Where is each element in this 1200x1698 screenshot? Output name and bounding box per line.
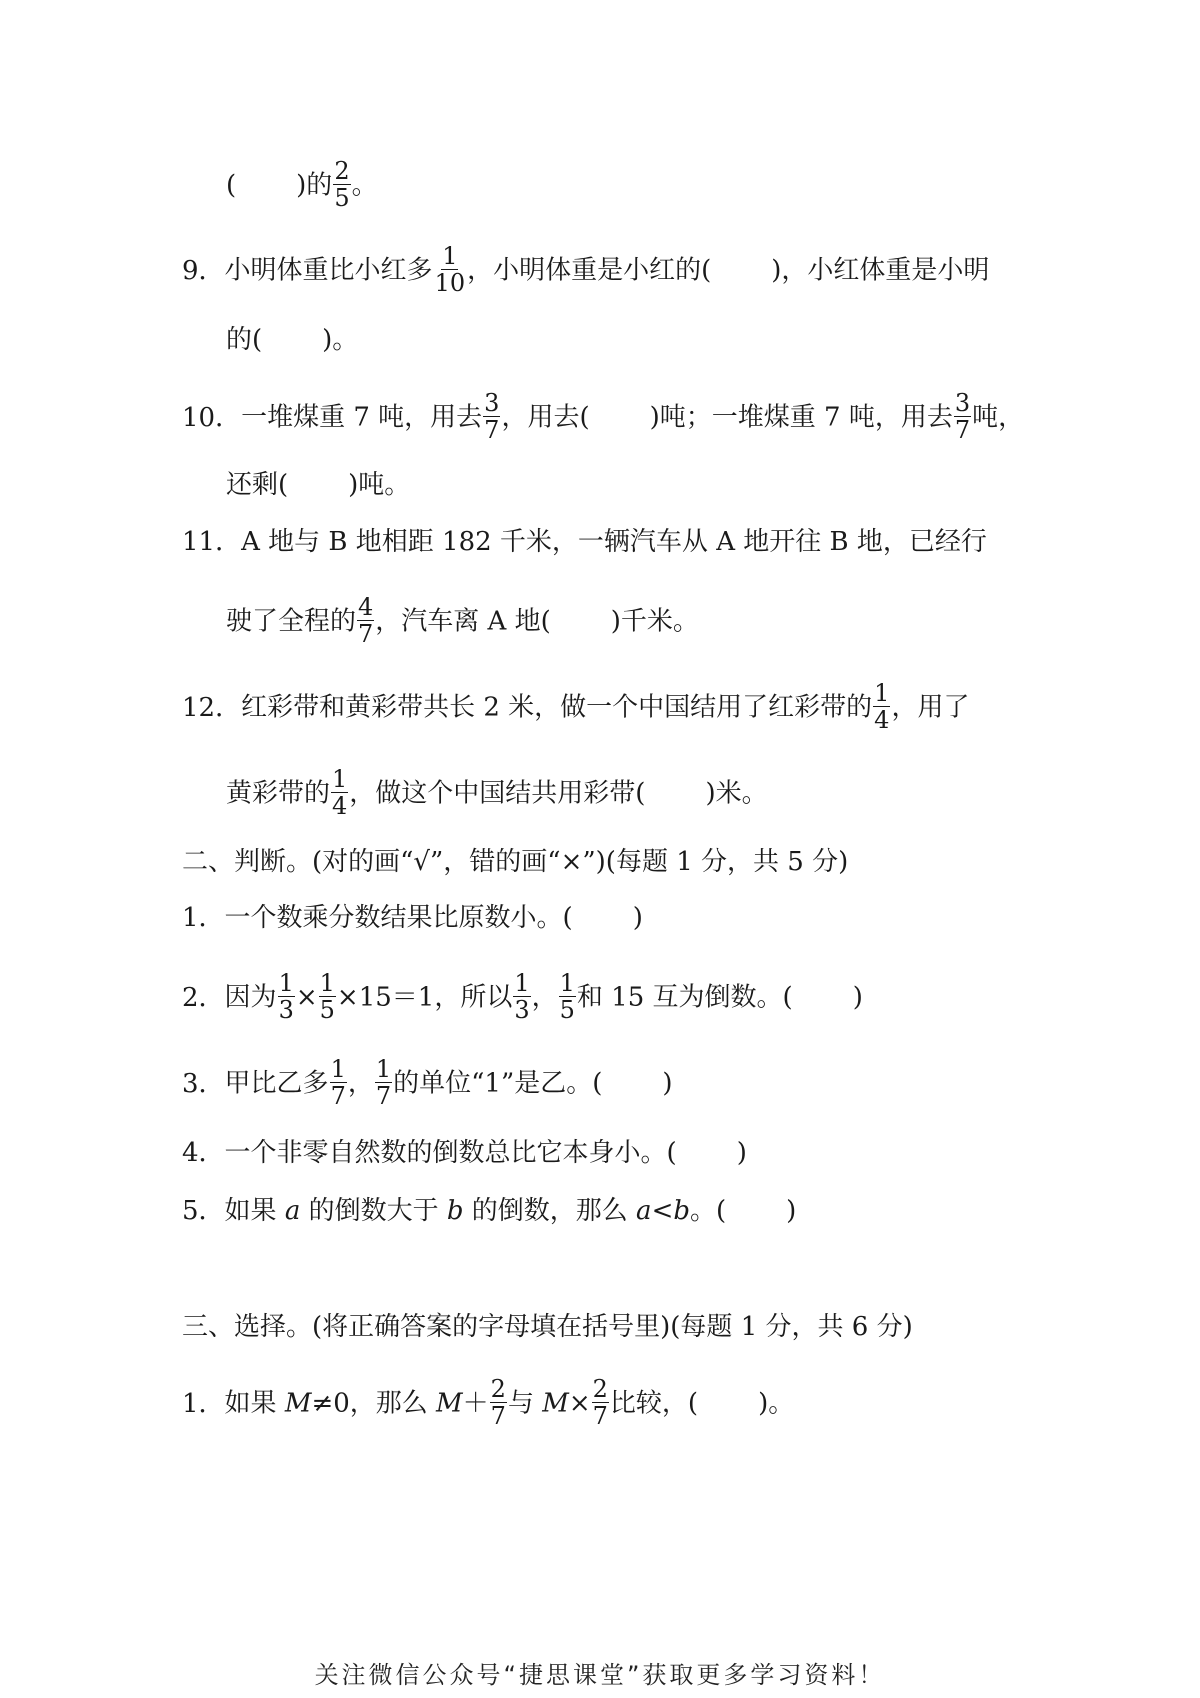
q8-continuation <box>226 157 378 212</box>
text: ＋ <box>462 1388 489 1419</box>
text: ， <box>531 982 558 1013</box>
text: 红彩带和黄彩带共长 2 米，做一个中国结用了红彩带的 <box>241 692 873 723</box>
numerator: 1 <box>375 1055 392 1083</box>
fraction <box>331 766 348 819</box>
fraction <box>330 1056 347 1109</box>
text: 小明体重比小红多 <box>224 255 433 286</box>
denominator: 5 <box>319 996 335 1024</box>
text: )的 <box>296 170 333 201</box>
denominator: 5 <box>559 996 575 1024</box>
fraction <box>592 1376 609 1429</box>
fraction <box>483 390 500 443</box>
text: ， <box>347 1068 374 1099</box>
question-12-line2 <box>226 765 768 820</box>
text: × <box>295 982 318 1013</box>
question-number: 2． <box>182 982 225 1013</box>
numerator: 1 <box>319 969 335 997</box>
numerator: 3 <box>484 389 500 417</box>
variable: M <box>436 1388 463 1419</box>
fraction <box>278 970 295 1023</box>
text: 与 <box>507 1388 543 1419</box>
numerator: 1 <box>559 969 575 997</box>
numerator: 1 <box>278 969 294 997</box>
question-10 <box>182 389 1025 444</box>
text: 和 15 互为倒数。( <box>576 982 793 1013</box>
section-3-title <box>182 1307 913 1347</box>
text: ，汽车离 A 地( <box>375 606 551 637</box>
question-number: 10． <box>182 402 242 433</box>
judge-1 <box>182 898 643 938</box>
numerator: 1 <box>874 679 890 707</box>
text: ) <box>786 1196 797 1226</box>
text: ≠0，那么 <box>311 1388 437 1419</box>
text: 一个数乘分数结果比原数小。( <box>224 903 573 933</box>
text: 的倒数，那么 <box>463 1196 637 1226</box>
numerator: 1 <box>332 765 348 793</box>
text: < <box>651 1196 674 1226</box>
text: 还剩( <box>226 470 289 500</box>
text: 如果 <box>224 1388 285 1419</box>
question-number: 4． <box>182 1138 225 1168</box>
text: A 地与 B 地相距 182 千米，一辆汽车从 A 地开往 B 地，已经行 <box>241 527 987 557</box>
question-11 <box>182 522 987 562</box>
denominator: 10 <box>434 269 466 297</box>
text: )米。 <box>705 778 768 809</box>
question-12 <box>182 679 970 734</box>
fraction <box>434 243 467 296</box>
fraction <box>559 970 576 1023</box>
text: 一个非零自然数的倒数总比它本身小。( <box>224 1138 677 1168</box>
text: )千米。 <box>610 606 699 637</box>
question-number: 12． <box>182 692 242 723</box>
text: 如果 <box>224 1196 285 1226</box>
text: ，小明体重是小红的( <box>467 255 712 286</box>
text: 吨， <box>972 402 1025 433</box>
section-2-title <box>182 842 848 882</box>
question-number: 3． <box>182 1068 225 1099</box>
text: )吨；一堆煤重 7 吨，用去 <box>649 402 953 433</box>
denominator: 4 <box>332 792 348 820</box>
question-number: 1． <box>182 1388 225 1419</box>
denominator: 5 <box>334 184 350 212</box>
fraction <box>357 594 374 647</box>
text: 的倒数大于 <box>300 1196 447 1226</box>
text: ( <box>226 170 237 201</box>
fraction <box>375 1056 392 1109</box>
fraction <box>319 970 336 1023</box>
text: )。 <box>322 325 359 355</box>
numerator: 1 <box>442 242 458 270</box>
fraction <box>513 970 530 1023</box>
question-number: 1． <box>182 903 225 933</box>
text: 一堆煤重 7 吨，用去 <box>241 402 483 433</box>
denominator: 3 <box>278 996 294 1024</box>
text: 比较，( <box>609 1388 699 1419</box>
numerator: 1 <box>514 969 530 997</box>
fraction <box>490 1376 507 1429</box>
text: 的单位“1”是乙。( <box>393 1068 603 1099</box>
section-heading: 二、判断。(对的画“√”，错的画“×”)(每题 1 分，共 5 分) <box>182 847 849 877</box>
variable: M <box>284 1388 312 1419</box>
text: ，用了 <box>891 692 970 723</box>
text: 因为 <box>224 982 277 1013</box>
text: ) <box>662 1068 673 1099</box>
variable: a <box>636 1196 652 1226</box>
numerator: 1 <box>330 1055 346 1083</box>
text: ，用去( <box>501 402 590 433</box>
text: × <box>568 1388 591 1419</box>
numerator: 2 <box>334 157 350 185</box>
variable: M <box>542 1388 569 1419</box>
denominator: 7 <box>490 1402 506 1430</box>
text: )吨。 <box>348 470 411 500</box>
text: 黄彩带的 <box>226 778 331 809</box>
numerator: 2 <box>490 1375 506 1403</box>
footer-promo: 关注微信公众号“捷思课堂”获取更多学习资料！ <box>314 1661 886 1689</box>
denominator: 7 <box>592 1402 608 1430</box>
text: 的( <box>226 325 263 355</box>
fraction <box>333 158 350 211</box>
denominator: 7 <box>330 1082 346 1110</box>
section-heading: 三、选择。(将正确答案的字母填在括号里)(每题 1 分，共 6 分) <box>182 1312 913 1342</box>
variable: b <box>446 1196 464 1226</box>
judge-5 <box>182 1191 796 1231</box>
question-number: 5． <box>182 1196 225 1226</box>
text: 甲比乙多 <box>224 1068 329 1099</box>
judge-2 <box>182 969 863 1024</box>
question-11-line2 <box>226 593 699 648</box>
text: 驶了全程的 <box>226 606 357 637</box>
text: 。 <box>351 170 378 201</box>
numerator: 3 <box>954 389 971 417</box>
text: 。( <box>690 1196 727 1226</box>
variable: a <box>284 1196 301 1226</box>
question-9-line2 <box>226 320 358 360</box>
denominator: 7 <box>954 416 971 444</box>
denominator: 7 <box>358 620 374 648</box>
text: ) <box>852 982 863 1013</box>
text: ) <box>736 1138 747 1168</box>
text: )。 <box>758 1388 795 1419</box>
text: )，小红体重是小明 <box>771 255 990 286</box>
fraction <box>954 390 971 443</box>
judge-3 <box>182 1055 673 1110</box>
denominator: 3 <box>514 996 530 1024</box>
numerator: 2 <box>592 1375 608 1403</box>
question-10-line2 <box>226 465 410 505</box>
text: ，做这个中国结共用彩带( <box>349 778 646 809</box>
fraction <box>873 680 890 733</box>
text: ) <box>632 903 643 933</box>
text: ×15＝1，所以 <box>336 982 513 1013</box>
numerator: 4 <box>358 593 374 621</box>
denominator: 7 <box>484 416 500 444</box>
denominator: 7 <box>375 1082 392 1110</box>
question-number: 11． <box>182 527 242 557</box>
judge-4 <box>182 1133 747 1173</box>
question-9 <box>182 242 990 297</box>
denominator: 4 <box>874 706 890 734</box>
choice-1 <box>182 1375 795 1430</box>
question-number: 9． <box>182 255 225 286</box>
variable: b <box>673 1196 691 1226</box>
